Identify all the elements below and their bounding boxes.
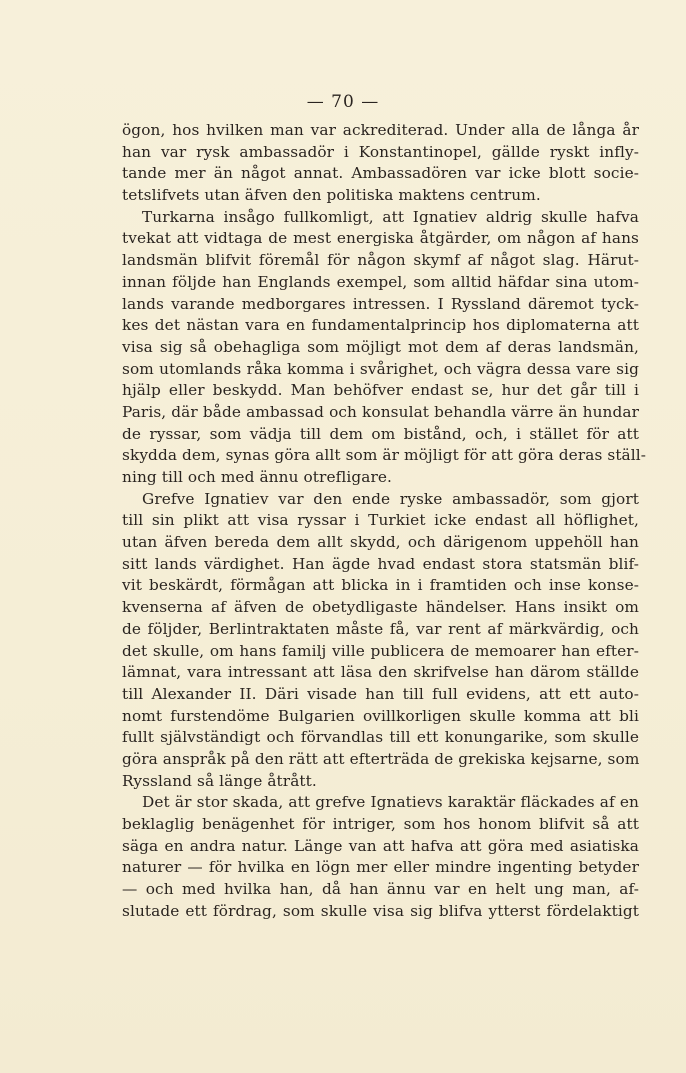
text-line: innan följde han Englands exempel, som alltid häfdar sina utom- bbox=[122, 272, 639, 291]
body-text bbox=[122, 120, 647, 922]
text-line: naturer — för hvilka en lögn mer eller mindre ingenting betyder bbox=[122, 858, 639, 877]
text-line: nomt furstendöme Bulgarien ovillkorligen skulle komma att bli bbox=[122, 706, 639, 725]
text-line: ögon, hos hvilken man var ackrediterad. Under alla de långa år bbox=[122, 121, 639, 139]
text-line: det skulle, om hans familj ville publicera de memoarer han efter- bbox=[122, 641, 639, 660]
text-line: Det är stor skada, att grefve Ignatievs karaktär fläckades af en bbox=[142, 793, 639, 812]
text-line: skydda dem, synas göra allt som är möjligt för att göra deras ställ- bbox=[122, 446, 647, 465]
text-line: Ryssland så länge åtrått. bbox=[122, 771, 317, 790]
text-line: utan äfven bereda dem allt skydd, och därigenom uppehöll han bbox=[122, 533, 639, 552]
text-line: hjälp eller beskydd. Man behöfver endast se, hur det går till i bbox=[122, 381, 639, 400]
text-line: Grefve Ignatiev var den ende ryske ambassadör, som gjort bbox=[142, 489, 639, 508]
text-line: tande mer än något annat. Ambassadören var icke blott socie- bbox=[122, 164, 639, 183]
text-line: Turkarna insågo fullkomligt, att Ignatiev aldrig skulle hafva bbox=[142, 207, 639, 226]
page-number: — 70 — bbox=[306, 92, 380, 112]
text-line: fullt självständigt och förvandlas till ett konungarike, som skulle bbox=[122, 728, 639, 747]
text-line: Paris, där både ambassad och konsulat behandla värre än hundar bbox=[122, 402, 639, 421]
text-line: visa sig så obehagliga som möjligt mot dem af deras landsmän, bbox=[122, 337, 639, 356]
text-line: sitt lands värdighet. Han ägde hvad endast stora statsmän blif- bbox=[122, 554, 639, 573]
text-line: de följder, Berlintraktaten måste få, var rent af märkvärdig, och bbox=[122, 619, 639, 638]
text-line: ning till och med ännu otrefligare. bbox=[122, 468, 392, 486]
text-line: göra anspråk på den rätt att efterträda de grekiska kejsarne, som bbox=[122, 749, 640, 768]
text-line: till Alexander II. Däri visade han till full evidens, att ett auto- bbox=[122, 684, 639, 703]
text-line: tetslifvets utan äfven den politiska maktens centrum. bbox=[122, 186, 541, 205]
text-line: de ryssar, som vädja till dem om bistånd, och, i stället för att bbox=[122, 424, 639, 443]
text-line: lämnat, vara intressant att läsa den skrifvelse han därom ställde bbox=[122, 663, 639, 682]
text-line: slutade ett fördrag, som skulle visa sig blifva ytterst fördelaktigt bbox=[122, 901, 639, 920]
text-line: han var rysk ambassadör i Konstantinopel, gällde ryskt infly- bbox=[122, 142, 639, 161]
text-line: som utomlands råka komma i svårighet, och vägra dessa vare sig bbox=[122, 359, 639, 378]
text-line: till sin plikt att visa ryssar i Turkiet icke endast all höflighet, bbox=[122, 511, 639, 530]
text-line: tvekat att vidtaga de mest energiska åtgärder, om någon af hans bbox=[122, 229, 639, 248]
text-line: beklaglig benägenhet för intriger, som hos honom blifvit så att bbox=[122, 815, 639, 833]
text-line: landsmän blifvit föremål för någon skymf af något slag. Härut- bbox=[122, 251, 639, 270]
text-line: kvenserna af äfven de obetydligaste händelser. Hans insikt om bbox=[122, 598, 639, 617]
text-line: säga en andra natur. Länge van att hafva att göra med asiatiska bbox=[122, 836, 639, 855]
text-line: vit beskärdt, förmågan att blicka in i framtiden och inse konse- bbox=[122, 576, 639, 595]
text-line: kes det nästan vara en fundamentalprincip hos diplomaterna att bbox=[122, 316, 639, 335]
text-line: lands varande medborgares intressen. I Ryssland däremot tyck- bbox=[122, 294, 639, 313]
text-line: — och med hvilka han, då han ännu var en helt ung man, af- bbox=[122, 880, 639, 899]
